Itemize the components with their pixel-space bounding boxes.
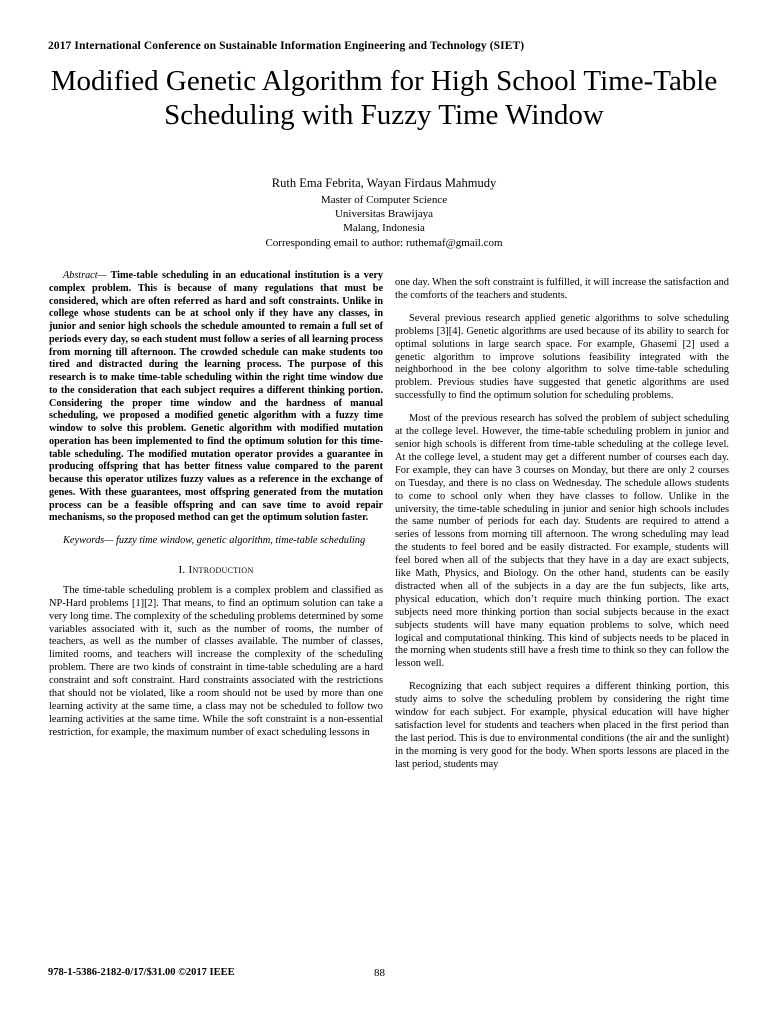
conference-header: 2017 International Conference on Sustainable Information Engineering and Technology (SIET) [48,40,525,52]
abstract-text: Time-table scheduling in an educational institution is a very complex problem. This is because of many regulations that must be considered, which are often referred as hard and soft constraints. Unlike in college whose students can be at school only if they have any classes, in junior and senior high schools the schedule amounted to remain a full set of periods every day, so each student must follow a series of all learning process from morning till afternoon. The crowded schedule can make students too tired and distracted during the learning process. The purpose of this research is to make time-table scheduling within the right time window due to the consideration that each subject requires a different thinking portion. Considering the proper time window and the hardness of manual scheduling, we proposed a modified genetic algorithm with a fuzzy time window to solve this problem. Genetic algorithm with modified mutation operation has been implemented to find the optimum solution for this time-table scheduling. The modified mutation operator provides a guarantee in producing offspring that has better fitness value compared to the parent because this operator utilizes fuzzy values as a reference in the exchange of genes. With these guarantees, most offspring generated from the mutation process can be a feasible offspring and can save time to avoid repair mechanisms, so the proposed method can get the optimum solution faster. [49,270,383,524]
intro-paragraph-2: Several previous research applied genetic algorithms to solve scheduling problems [3][4]. Genetic algorithms are used because of its ability to search for optimal solutions in large search space. For example, Ghasemi [2] used a genetic algorithm to improve solutions feasibility integrated with the neighborhood in the bee colony algorithm to solve time-table scheduling problem. Previous studies have suggested that genetic algorithms are used successfully to find the optimum solution for scheduling problems. [395,312,729,402]
intro-paragraph-continued: one day. When the soft constraint is fulfilled, it will increase the satisfaction and the comforts of the teachers and students. [395,277,729,301]
intro-paragraph-4: Recognizing that each subject requires a different thinking portion, this study aims to solve the scheduling problem by considering the right time window for each subject. For example, physical education will have higher satisfaction level for students and teachers when placed in the first period than the last period. This is due to environmental conditions (the air and the sunlight) in the morning is very good for the body. When sports lessons are placed in the last period, students may [395,681,729,770]
keywords: Keywords— fuzzy time window, genetic algorithm, time-table scheduling [63,535,366,546]
affiliation-university: Universitas Brawijaya [334,208,434,221]
affiliation-department: Master of Computer Science [320,194,448,206]
intro-paragraph-1: The time-table scheduling problem is a complex problem and classified as NP-Hard problems [1][2]. That means, to find an optimum solution can take a very long time. The complexity of the scheduling problems determined by some variables associated with it, such as the number of rooms, the number of teachers, as well as the number of classes available. The number of classes, limited rooms, and teachers will increase the complexity of the scheduling problem. There are two kinds of constraint in time-table scheduling are a hard constraint and soft constraint. Hard constraints associated with the restrictions that should not be violated, like a room should not be used by more than one learning activity at the same time, a class may not be scheduled to follow two learning activities at the same time. While the soft constraint is a non-essential restriction, for example, the maximum number of exact scheduling lessons in [49,584,383,738]
abstract-lead: Abstract— [63,270,107,281]
footer-isbn: 978-1-5386-2182-0/17/$31.00 ©2017 IEEE [48,967,235,978]
affiliation-block [0,193,768,250]
intro-paragraph-3: Most of the previous research has solved the problem of subject scheduling at the college level. However, the time-table scheduling problem in junior and senior high schools is different from time-table scheduling at the college level. At the college level, a student may get a different number of courses each day. For example, they can have 3 courses on Monday, but there are only 2 courses on Tuesday, and there is no class on Wednesday. The schedule allows students to come to school only when they have classes to follow. Unlike in the university, the time-table scheduling in junior and senior high schools includes the same number of periods for each day. Students are required to attend a series of lessons from morning till afternoon. The wrong scheduling may lead the students to feel bored and be easily distracted. For example, students will feel bored when all of the subjects that they have in a day are exact subjects, like Math, Physics, and Biology. On the other hand, students can be easily distracted when all of the subjects in a day are the fun subjects, like arts, physical education, which don’t require much thinking portion. The exact subjects need more thinking portion than social subjects because in the exact subjects students will have many equation problems to solve, which need logical and computational thinking. This kind of subjects needs to be placed in the morning when students still have a fresh time to think so they can follow the lesson well. [395,413,729,670]
abstract [49,270,383,525]
page-number: 88 [374,967,385,979]
left-column [49,270,383,740]
paper-title: Modified Genetic Algorithm for High School Time-Table Scheduling with Fuzzy Time Window [50,65,718,131]
right-column [395,277,729,772]
affiliation-location: Malang, Indonesia [343,222,425,235]
section-heading-introduction: I. Introduction [178,563,254,576]
author-list: Ruth Ema Febrita, Wayan Firdaus Mahmudy [271,176,497,190]
affiliation-email: Corresponding email to author: ruthemaf@gmail.com [265,236,503,249]
